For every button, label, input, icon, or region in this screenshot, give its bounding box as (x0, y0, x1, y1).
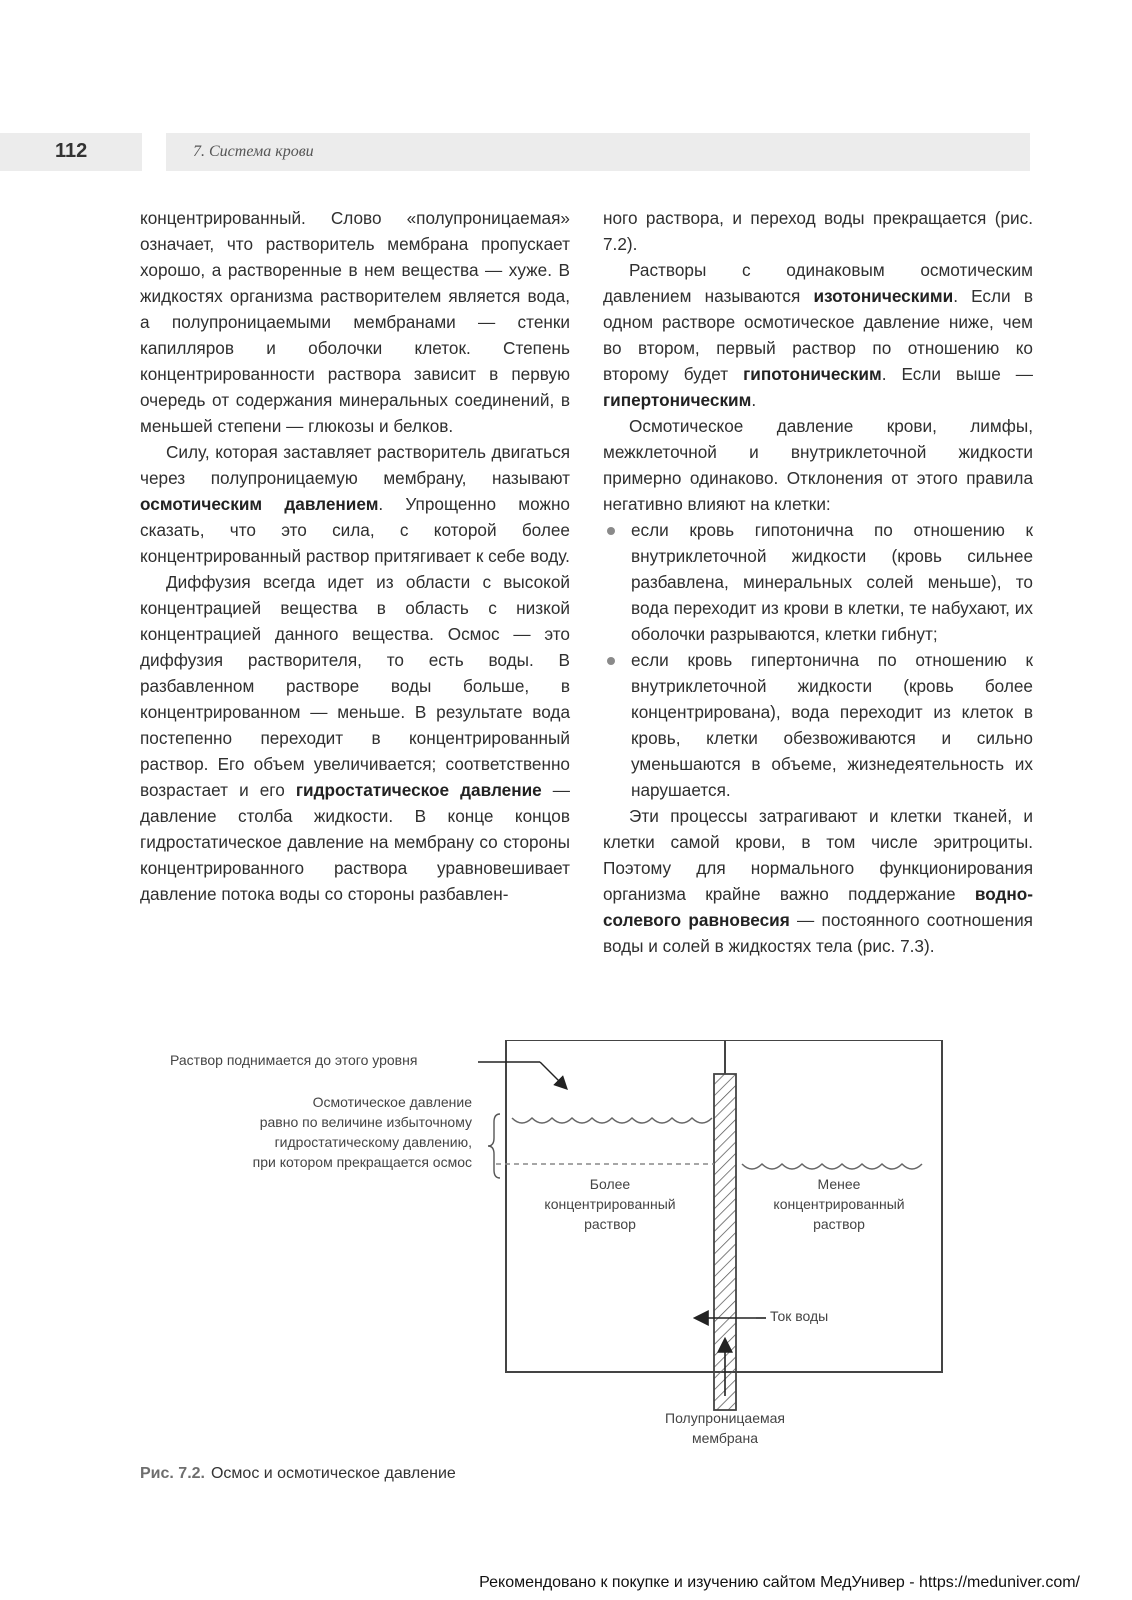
chapter-title: 7. Система крови (193, 143, 314, 160)
caption-text: Осмос и осмотическое давление (210, 1465, 456, 1482)
level-arrow (540, 1062, 566, 1088)
footer-recommendation: Рекомендовано к покупке и изучению сайтом МедУнивер - https://meduniver.com/ (479, 1574, 1080, 1591)
paragraph: концентрированный. Слово «полупроницаемая» означает, что растворитель мембрана пропускает хорошо, а растворенные в нем вещества — хуже. В жидкостях организма растворителем является вода, а полупроницаемыми мембранами — стенки капилляров и оболочки клеток. Степень концентрированности раствора зависит в первую очередь от содержания минеральных соединений, в меньшей степени — глюкозы и белков. (140, 208, 570, 436)
list-item: если кровь гипертонична по отношению к внутриклеточной жидкости (кровь более концентрирована), вода переходит из клеток в кровь, клетки обезвоживаются и сильно уменьшаются в объеме, жизнедеятельность их нарушается. (603, 647, 1033, 803)
list-item: если кровь гипотонична по отношению к внутриклеточной жидкости (кровь сильнее разбавлена, минеральных солей меньше), то вода переходит из крови в клетки, те набухают, их оболочки разрываются, клетки гибнут; (603, 517, 1033, 647)
osmosis-diagram (0, 1040, 1132, 1460)
pressure-bracket (488, 1114, 500, 1178)
left-text-column (140, 205, 570, 907)
left-solution-surface (512, 1118, 712, 1123)
header-separator (142, 133, 166, 171)
label-membrane: Полупроницаемая мембрана (665, 1410, 785, 1446)
paragraph: Диффузия всегда идет из области с высокой концентрацией вещества в область с низкой концентрацией данного вещества. Осмос — это диффузия растворителя, то есть воды. В разбавленном растворе воды больше, в концентрированном — меньше. В результате вода постепенно переходит в концентрированный раствор. Его объем увеличивается; соответственно возрастает и его гидростатическое давление — давление столба жидкости. В конце концов гидростатическое давление на мембрану со стороны концентрированного раствора уравновешивает давление потока воды со стороны разбавлен- (140, 572, 570, 904)
term-osmotic-pressure: осмотическим давлением (140, 494, 379, 514)
page-number: 112 (55, 140, 88, 162)
label-more-concentrated: Более концентрированный раствор (544, 1176, 676, 1232)
paragraph: Растворы с одинаковым осмотическим давлением называются изотоническими. Если в одном растворе осмотическое давление ниже, чем во втором, первый раствор по отношению ко второму будет гипотоническим. Если выше — гипертоническим. (603, 260, 1033, 410)
label-solution-level: Раствор поднимается до этого уровня (170, 1052, 418, 1068)
term-hypotonic: гипотоническим (743, 364, 882, 384)
paragraph: Силу, которая заставляет растворитель двигаться через полупроницаемую мембрану, называют осмотическим давлением. Упрощенно можно сказать, что это сила, с которой более концентрированный раствор притягивает к себе воду. (140, 442, 570, 566)
paragraph: Осмотическое давление крови, лимфы, межклеточной и внутриклеточной жидкости примерно одинаково. Отклонения от этого правила негативно влияют на клетки: (603, 416, 1033, 514)
figure-caption (140, 1465, 456, 1483)
term-hydrostatic-pressure: гидростатическое давление (295, 780, 542, 800)
figure-number: Рис. 7.2. (140, 1465, 205, 1482)
label-water-flow: Ток воды (770, 1308, 829, 1324)
osmosis-figure (0, 1040, 1132, 1460)
paragraph: Эти процессы затрагивают и клетки тканей, и клетки самой крови, в том числе эритроциты. Поэтому для нормального функционирования организма крайне важно поддержание водно-солевого равновесия — постоянного соотношения воды и солей в жидкостях тела (рис. 7.3). (603, 806, 1033, 956)
right-text-column (603, 205, 1033, 959)
bullet-list (603, 517, 1033, 803)
paragraph: ного раствора, и переход воды прекращается (рис. 7.2). (603, 208, 1033, 254)
label-less-concentrated: Менее концентрированный раствор (773, 1176, 905, 1232)
term-hypertonic: гипертоническим (603, 390, 752, 410)
right-solution-surface (742, 1164, 922, 1169)
term-water-salt-balance: водно-солевого равновесия (603, 884, 1033, 930)
label-osmotic-pressure: Осмотическое давление равно по величине избыточному гидростатическому давлению, при котором прекращается осмос (252, 1094, 472, 1170)
term-isotonic: изотоническими (813, 286, 954, 306)
